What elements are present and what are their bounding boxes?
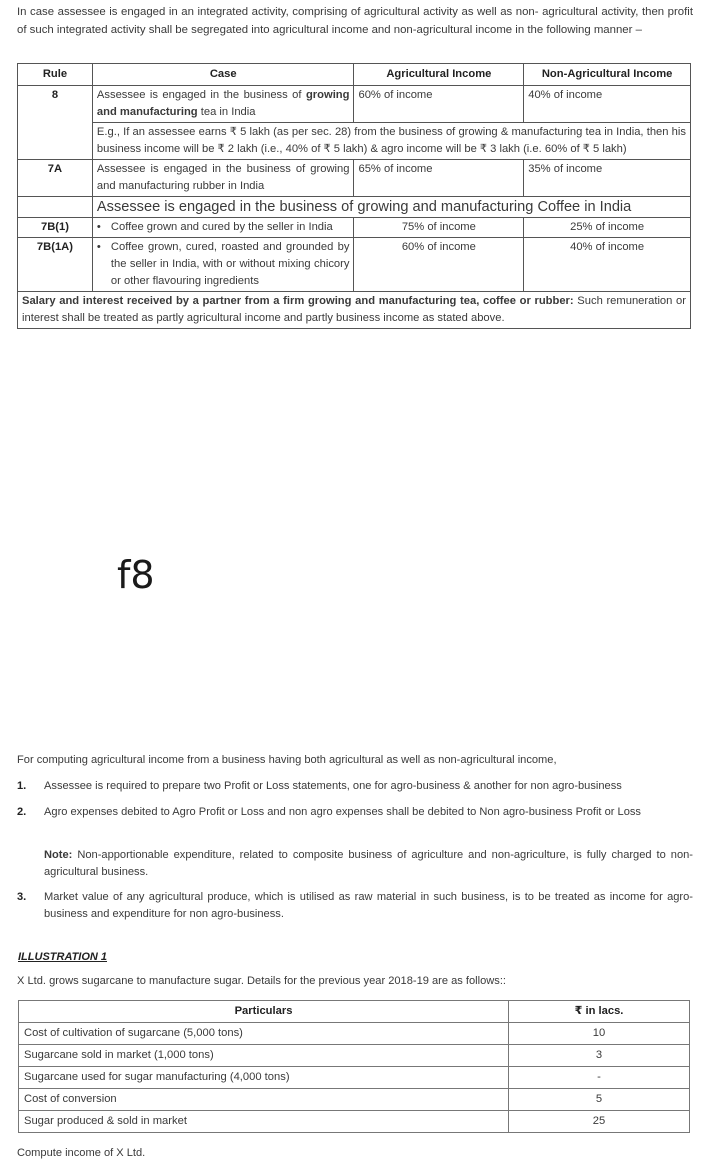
rule-case	[92, 238, 354, 292]
list-number: 3.	[17, 891, 27, 903]
header-agricultural-income: Agricultural Income	[354, 64, 524, 86]
particulars-table	[18, 1000, 690, 1133]
list-text: Market value of any agricultural produce, which is utilised as raw material in such business, is to be treated as income for agro-business and expenditure for non agro-business.	[44, 891, 693, 920]
note-label: Note:	[44, 849, 73, 861]
rule-number: 7B(1)	[18, 218, 93, 238]
rule-7b1-row	[18, 218, 691, 238]
list-text: Assessee is required to prepare two Profit or Loss statements, one for agro-business & another for non agro-business	[44, 780, 622, 792]
illustration-description: X Ltd. grows sugarcane to manufacture sugar. Details for the previous year 2018-19 are as follows::	[17, 975, 507, 987]
amount-cell: 25	[509, 1111, 690, 1133]
agri-share: 60% of income	[354, 86, 524, 123]
agri-share: 65% of income	[354, 160, 524, 197]
compute-instruction: Compute income of X Ltd.	[17, 1147, 146, 1159]
header-case: Case	[92, 64, 354, 86]
amount-cell: 5	[509, 1089, 690, 1111]
rule-8-row	[18, 86, 691, 123]
bullet-icon: •	[96, 221, 101, 233]
rule-8-example-row	[18, 123, 691, 160]
rule-number: 8	[18, 86, 93, 160]
particular-cell: Cost of conversion	[19, 1089, 509, 1111]
tea-example: E.g., If an assessee earns ₹ 5 lakh (as per sec. 28) from the business of growing & manufacturing tea in India, then his business income will be ₹ 2 lakh (i.e., 40% of ₹ 5 lakh) & agro income will be ₹ 3 lakh (i.e. 60% of ₹ 5 lakh)	[92, 123, 690, 160]
coffee-heading: Assessee is engaged in the business of growing and manufacturing Coffee in India	[92, 197, 690, 218]
rule-7b1a-row	[18, 238, 691, 292]
case-text: Assessee is engaged in the business of	[96, 89, 302, 101]
note-text	[44, 847, 693, 881]
header-non-agricultural-income: Non-Agricultural Income	[524, 64, 691, 86]
particular-cell: Sugarcane used for sugar manufacturing (4,000 tons)	[19, 1067, 509, 1089]
salary-row	[18, 292, 691, 329]
list-item	[17, 804, 693, 821]
salary-note	[18, 292, 691, 329]
particular-cell: Sugarcane sold in market (1,000 tons)	[19, 1045, 509, 1067]
coffee-heading-row	[18, 197, 691, 218]
case-bold-text: growing and manufacturing	[96, 89, 350, 118]
agri-share: 75% of income	[354, 218, 524, 238]
handwritten-mark: f8	[117, 553, 155, 597]
amount-cell: -	[509, 1067, 690, 1089]
particulars-header	[19, 1001, 690, 1023]
particular-cell: Cost of cultivation of sugarcane (5,000 tons)	[19, 1023, 509, 1045]
rule-case	[92, 218, 354, 238]
table-row	[19, 1045, 690, 1067]
amount-cell: 10	[509, 1023, 690, 1045]
table-row	[19, 1111, 690, 1133]
agri-share: 60% of income	[354, 238, 524, 292]
rule-case: Assessee is engaged in the business of growing and manufacturing rubber in India	[92, 160, 354, 197]
nonagri-share: 40% of income	[524, 238, 691, 292]
computing-intro: For computing agricultural income from a business having both agricultural as well as non-agricultural income,	[17, 754, 557, 766]
list-text: Agro expenses debited to Agro Profit or Loss and non agro expenses shall be debited to Non agro-business Profit or Loss	[44, 806, 641, 818]
amount-cell: 3	[509, 1045, 690, 1067]
rules-table-header	[18, 64, 691, 86]
nonagri-share: 40% of income	[524, 86, 691, 123]
nonagri-share: 25% of income	[524, 218, 691, 238]
list-item	[17, 889, 693, 923]
header-rule: Rule	[18, 64, 93, 86]
list-item	[17, 778, 693, 795]
rule-case	[92, 86, 354, 123]
salary-bold-text: Salary and interest received by a partner from a firm growing and manufacturing tea, coffee or rubber:	[22, 295, 574, 307]
case-text-end: tea in India	[200, 106, 256, 118]
illustration-title: ILLUSTRATION 1	[18, 951, 108, 963]
note-item	[17, 847, 693, 881]
table-row	[19, 1067, 690, 1089]
bullet-text: Coffee grown, cured, roasted and grounded by the seller in India, with or without mixing chicory or other flavouring ingredients	[110, 241, 350, 287]
list-number: 2.	[17, 806, 27, 818]
table-row	[19, 1023, 690, 1045]
salary-text: Such remuneration or interest shall be treated as partly agricultural income and partly business income as stated above.	[22, 295, 686, 324]
bullet-text: Coffee grown and cured by the seller in India	[110, 221, 333, 233]
list-number: 1.	[17, 780, 27, 792]
rule-number: 7B(1A)	[18, 238, 93, 292]
note-body: Non-apportionable expenditure, related to composite business of agriculture and non-agriculture, is fully charged to non-agricultural business.	[44, 849, 693, 878]
nonagri-share: 35% of income	[524, 160, 691, 197]
intro-paragraph: In case assessee is engaged in an integrated activity, comprising of agricultural activity as well as non- agricultural activity, then profit of such integrated activity shall be segregated into agricultural income and non-agricultural income in the following manner –	[17, 6, 693, 36]
particular-cell: Sugar produced & sold in market	[19, 1111, 509, 1133]
rule-7a-row	[18, 160, 691, 197]
rule-number: 7A	[18, 160, 93, 197]
bullet-icon: •	[96, 241, 101, 253]
header-amount: ₹ in lacs.	[509, 1001, 690, 1023]
rules-table	[17, 63, 691, 329]
table-row	[19, 1089, 690, 1111]
header-particulars: Particulars	[19, 1001, 509, 1023]
